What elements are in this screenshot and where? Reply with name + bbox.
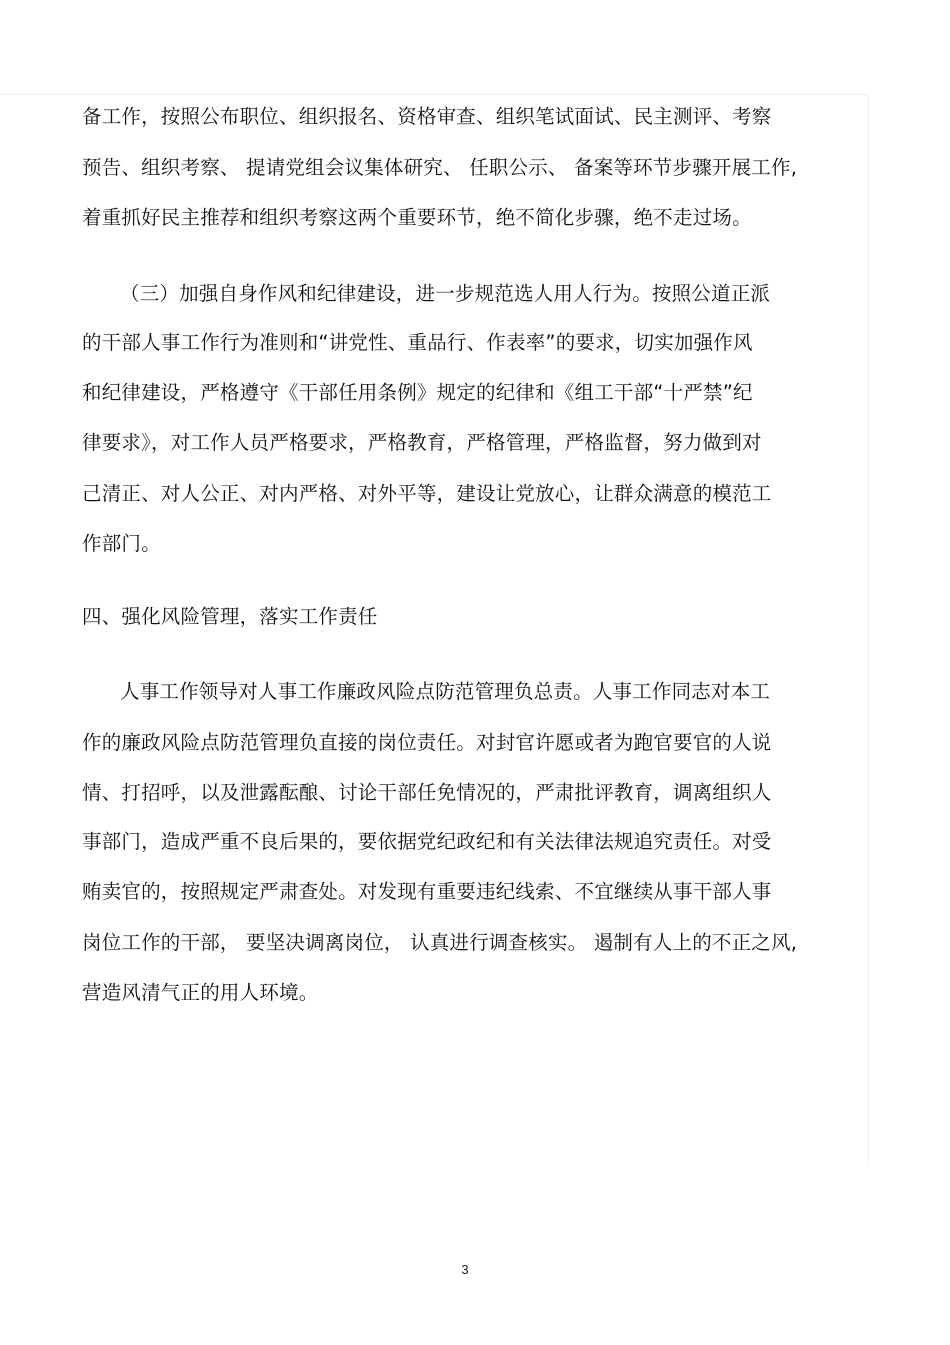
body-text-line: 作的廉政风险点防范管理负直接的岗位责任。对封官许愿或者为跑官要官的人说: [82, 731, 772, 754]
subsection-three-heading: （三）加强自身作风和纪律建设，进一步规范选人用人行为。按照公道正派: [120, 282, 771, 305]
section-four-heading: 四、强化风险管理，落实工作责任: [82, 605, 378, 628]
body-text-line: 备工作，按照公布职位、组织报名、资格审查、组织笔试面试、民主测评、考察: [82, 105, 772, 128]
body-text-line: 岗位工作的干部， 要坚决调离岗位， 认真进行调查核实。 遏制有人上的不正之风,: [82, 931, 798, 954]
body-text-line: 营造风清气正的用人环境。: [82, 981, 319, 1004]
body-text-line: 情、打招呼，以及泄露酝酿、讨论干部任免情况的，严肃批评教育，调离组织人: [82, 781, 772, 804]
body-text-line: 人事工作领导对人事工作廉政风险点防范管理负总责。人事工作同志对本工: [120, 680, 771, 703]
body-text-line: 的干部人事工作行为准则和“讲党性、重品行、作表率”的要求，切实加强作风: [82, 331, 753, 354]
body-text-line: 己清正、对人公正、对内严格、对外平等，建设让党放心，让群众满意的模范工: [82, 482, 772, 505]
body-text-line: 着重抓好民主推荐和组织考察这两个重要环节，绝不简化步骤，绝不走过场。: [82, 206, 752, 229]
body-text-line: 作部门。: [82, 532, 161, 555]
body-text-line: 贿卖官的，按照规定严肃查处。对发现有重要违纪线索、不宜继续从事干部人事: [82, 880, 772, 903]
body-text-line: 和纪律建设，严格遵守《干部任用条例》规定的纪律和《组工干部“十严禁”纪: [82, 381, 753, 404]
body-text-line: 律要求》，对工作人员严格要求，严格教育，严格管理，严格监督，努力做到对: [82, 431, 762, 454]
page-number: 3: [461, 1262, 469, 1277]
body-text-line: 事部门，造成严重不良后果的，要依据党纪政纪和有关法律法规追究责任。对受: [82, 830, 772, 853]
body-text-line: 预告、组织考察、 提请党组会议集体研究、 任职公示、 备案等环节步骤开展工作,: [82, 156, 798, 179]
